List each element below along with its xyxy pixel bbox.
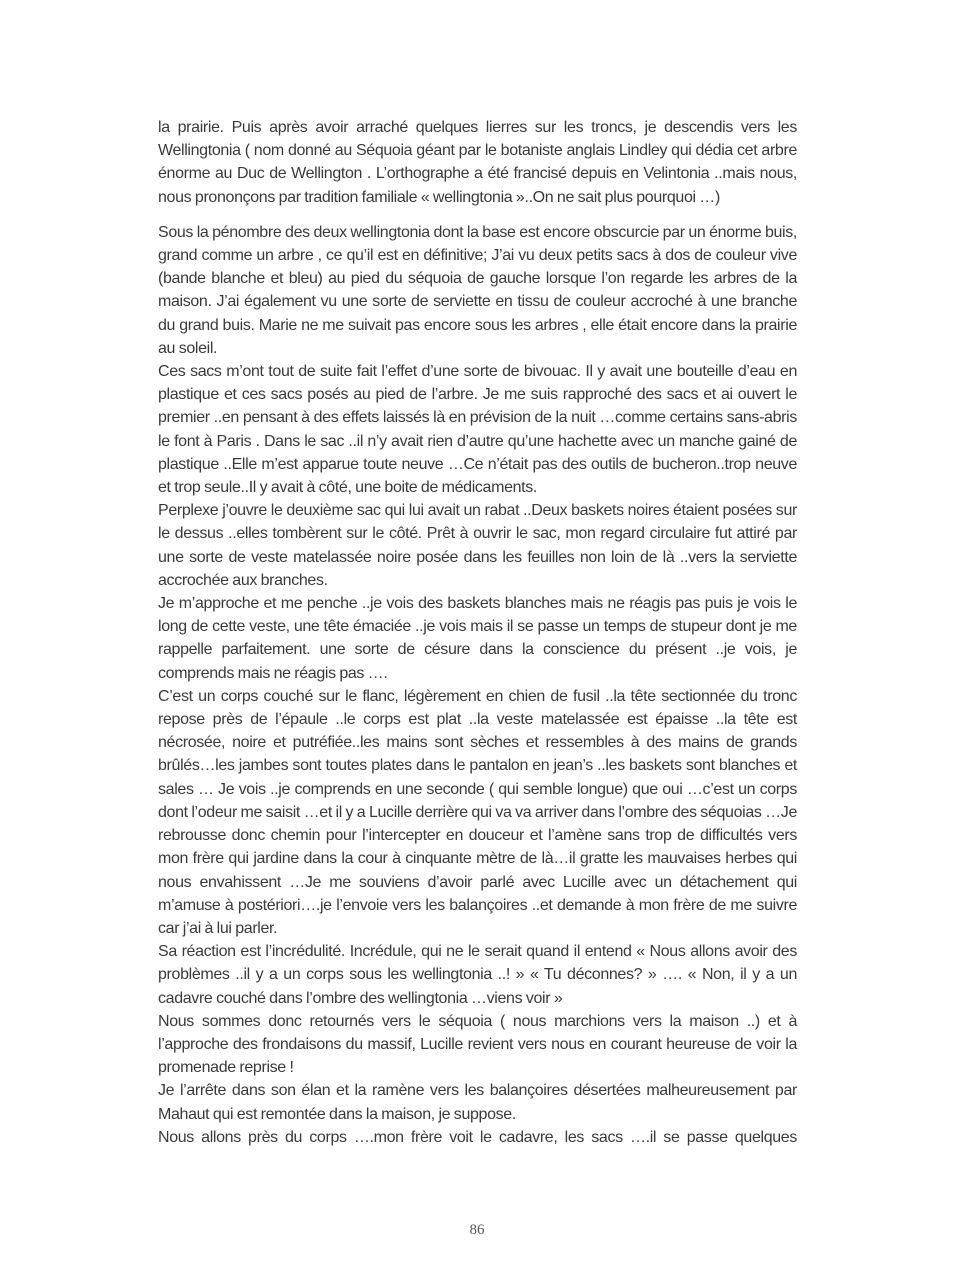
paragraph-pres-du-corps: Nous allons près du corps ….mon frère voit le cadavre, les sacs ….il se passe quelques (158, 1128, 797, 1146)
paragraph-deuxieme-sac: Perplexe j’ouvre le deuxième sac qui lui avait un rabat ..Deux baskets noires étaient posées sur le dessus ..elles tombèrent sur le côté. Prêt à ouvrir le sac, mon regard circulaire fut attiré par une sorte de veste matelassée noire posée dans les feuilles non loin de là ..vers la serviette accrochée aux branches. (158, 502, 797, 589)
paragraph-retour-sequoia: Nous sommes donc retournés vers le séquoia ( nous marchions vers la maison ..) et à l’approche des frondaisons du massif, Lucille revient vers nous en courant heureuse de voir la promenade reprise ! (158, 1012, 797, 1077)
paragraph-reaction: Sa réaction est l’incrédulité. Incrédule, qui ne le serait quand il entend « Nous allons avoir des problèmes ..il y a un corps sous les wellingtonia ..! » « Tu déconnes? » …. « Non, il y a un cadavre couché dans l’ombre des wellingtonia …viens voir » (158, 943, 797, 1007)
paragraph-approche: Je m’approche et me penche ..je vois des baskets blanches mais ne réagis pas puis je vois le long de cette veste, une tête émaciée ..je vois mais il se passe un temps de stupeur dont je me rappelle parfaitement. une sorte de césure dans la conscience du présent ..je vois, je comprends mais ne réagis pas …. (158, 595, 797, 682)
paragraph-wellingtonia-intro: la prairie. Puis après avoir arraché quelques lierres sur les troncs, je descendis vers les Wellingtonia ( nom donné au Séquoia géant par le botaniste anglais Lindley qui dédia cet arbre énorme au Duc de Wellington . L’orthographe a été francisé depuis en Velintonia ..mais nous, nous prononçons par tradition familiale « wellingtonia »..On ne sait plus pourquoi …) (158, 119, 797, 206)
paragraph-balancoires: Je l’arrête dans son élan et la ramène vers les balançoires désertées malheureusement par Mahaut qui est remontée dans la maison, je suppose. (158, 1082, 797, 1123)
paragraph-penombre: Sous la pénombre des deux wellingtonia dont la base est encore obscurcie par un énorme buis, grand comme un arbre , ce qu’il est en définitive; J’ai vu deux petits sacs à dos de couleur vive (bande blanche et bleu) au pied du séquoia de gauche lorsque l’on regarde les arbres de la maison. J’ai également vu une sorte de serviette en tissu de couleur accroché à une branche du grand buis. Marie ne me suivait pas encore sous les arbres , elle était encore dans la prairie au soleil. (158, 223, 797, 357)
page-number: 86 (469, 1222, 485, 1238)
paragraph-bivouac: Ces sacs m’ont tout de suite fait l’effet d’une sorte de bivouac. Il y avait une bouteille d’eau en plastique et ces sacs posés au pied de l’arbre. Je me suis rapproché des sacs et ai ouvert le premier ..en pensant à des effets laissés là en prévision de la nuit …comme certains sans-abris le font à Paris . Dans le sac ..il n’y avait rien d’autre qu’une hachette avec un manche gainé de plastique ..Elle m’est apparue toute neuve …Ce n’était pas des outils de bucheron..trop neuve et trop seule..Il y avait à côté, une boite de médicaments. (158, 363, 797, 497)
paragraph-corps: C’est un corps couché sur le flanc, légèrement en chien de fusil ..la tête sectionnée du tronc repose près de l’épaule ..le corps est plat ..la veste matelassée est épaisse ..la tête est nécrosée, noire et putréfiée..les mains sont sèches et ressembles à des mains de grands brûlés…les jambes sont toutes plates dans le pantalon en jean’s ..les baskets sont blanches et sales … Je vois ..je comprends en une seconde ( qui semble longue) que oui …c’est un corps dont l’odeur me saisit …et il y a Lucille derrière qui va va arriver dans l’ombre des séquoias …Je rebrousse donc chemin pour l’intercepter en douceur et l’amène sans trop de difficultés vers mon frère qui jardine dans la cour à cinquante mètre de là…il gratte les mauvaises herbes qui nous envahissent …Je me souviens d’avoir parlé avec Lucille avec un détachement qui m’amuse à postériori….je l’envoie vers les balançoires ..et demande à mon frère de me suivre car j’ai à lui parler. (158, 687, 797, 937)
body-text (158, 116, 797, 1149)
